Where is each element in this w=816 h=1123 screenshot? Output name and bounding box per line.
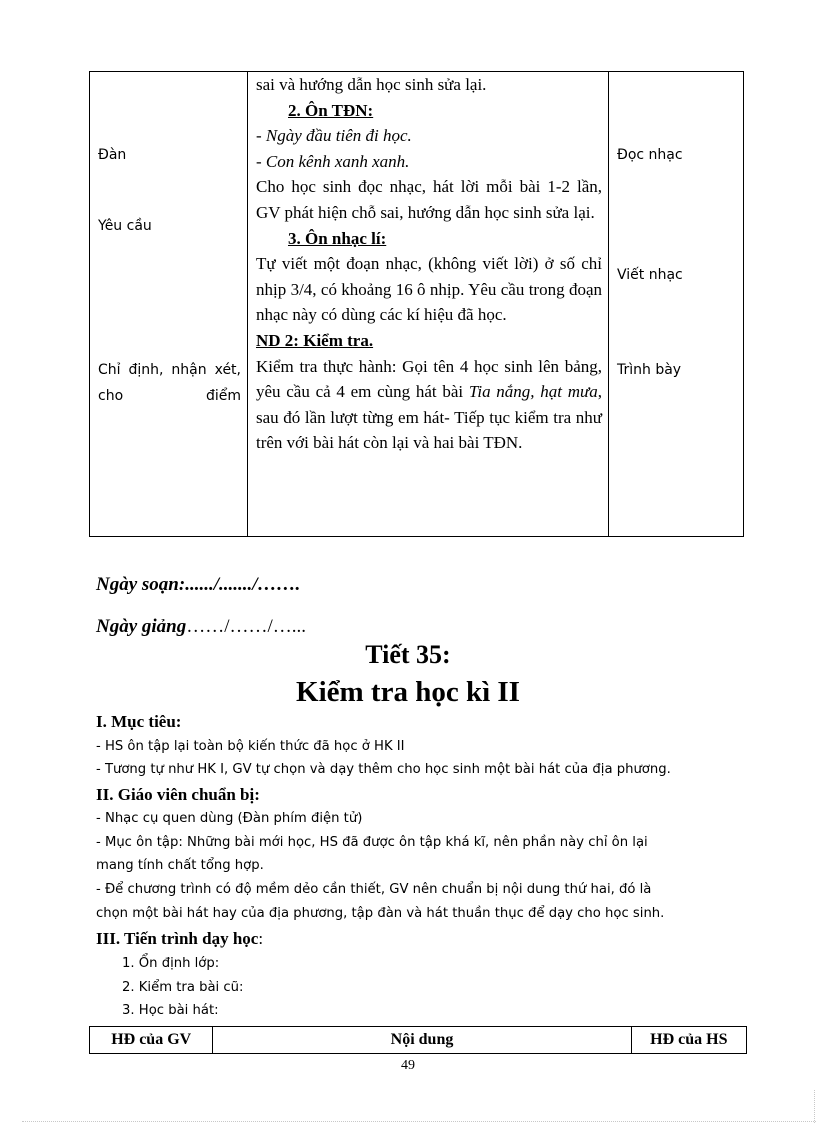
content-body — [256, 72, 602, 456]
song-title: Tia nắng, hạt mưa — [468, 382, 598, 402]
teacher-note-chi-dinh — [98, 357, 241, 409]
tien-trinh-step-1: 1. Ổn định lớp: — [122, 956, 220, 971]
tdn-instructions: Cho học sinh đọc nhạc, hát lời mỗi bài 1-2 lần, GV phát hiện chỗ sai, hướng dẫn học sinh sửa lại. — [256, 177, 602, 222]
muc-tieu-line-2: - Tương tự như HK I, GV tự chọn và dạy thêm cho học sinh một bài hát của địa phương. — [96, 762, 671, 777]
heading-on-tdn: 2. Ôn TĐN: — [288, 100, 374, 120]
page-title: Kiểm tra học kì II — [296, 676, 520, 708]
section-tien-trinh-heading — [96, 929, 263, 949]
chuan-bi-line-4: - Để chương trình có độ mềm dẻo cần thiết, GV nên chuẩn bị nội dung thứ hai, đó là — [96, 882, 652, 897]
kiem-tra-instructions — [256, 354, 602, 456]
page-number: 49 — [401, 1058, 415, 1073]
ngay-giang-label: Ngày giảng — [96, 616, 187, 637]
lesson-number: Tiết 35: — [365, 640, 451, 669]
chuan-bi-line-1: - Nhạc cụ quen dùng (Đàn phím điện tử) — [96, 811, 363, 826]
content-line-1: sai và hướng dẫn học sinh sửa lại. — [256, 75, 487, 94]
tdn-item-2: - Con kênh xanh xanh. — [256, 151, 410, 171]
kiem-tra-text-b: , sau đó lần lượt từng em hát- Tiếp tục kiểm tra như trên với bài hát còn lại và hai bài TĐN. — [256, 382, 602, 453]
lesson-activity-table — [89, 71, 744, 537]
teacher-activity-cell — [90, 72, 248, 537]
tien-trinh-step-3: 3. Học bài hát: — [122, 1003, 219, 1018]
header-hd-gv: HĐ của GV — [90, 1027, 213, 1054]
page-edge-right — [814, 1090, 815, 1123]
section-muc-tieu-heading: I. Mục tiêu: — [96, 712, 182, 731]
heading-kiem-tra: ND 2: Kiểm tra. — [256, 330, 374, 350]
section-chuan-bi-heading: II. Giáo viên chuẩn bị: — [96, 785, 260, 804]
page-edge-bottom — [22, 1121, 816, 1122]
ngay-giang-dots: ……/……/…... — [186, 616, 307, 637]
tdn-item-1: - Ngày đầu tiên đi học. — [256, 126, 412, 146]
activity-table-header — [89, 1026, 747, 1054]
ngay-soan-label: Ngày soạn: — [96, 574, 186, 595]
tien-trinh-heading-text: III. Tiến trình dạy học — [96, 929, 259, 948]
chuan-bi-line-5: chọn một bài hát hay của địa phương, tập đàn và hát thuần thục để dạy cho học sinh. — [96, 906, 665, 921]
teacher-note-dan: Đàn — [98, 147, 127, 163]
header-noi-dung: Nội dung — [213, 1027, 631, 1054]
nhac-li-instructions: Tự viết một đoạn nhạc, (không viết lời) ở số chỉ nhịp 3/4, có khoảng 16 ô nhịp. Yêu cầu trong đoạn nhạc này có dùng các kí hiệu đã học. — [256, 254, 602, 325]
heading-on-nhac-li: 3. Ôn nhạc lí: — [288, 228, 387, 248]
teacher-note-chi-dinh-text: Chỉ định, nhận xét, cho điểm — [98, 362, 241, 404]
tien-trinh-heading-colon: : — [258, 929, 264, 948]
ngay-soan-line — [96, 574, 300, 596]
student-note-doc-nhac: Đọc nhạc — [617, 147, 683, 163]
muc-tieu-line-1: - HS ôn tập lại toàn bộ kiến thức đã học ở HK II — [96, 739, 405, 754]
ngay-soan-dots: ....../......./……. — [185, 574, 301, 595]
content-cell — [248, 72, 609, 537]
teacher-note-yeu-cau: Yêu cầu — [98, 218, 152, 234]
chuan-bi-line-2: - Mục ôn tập: Những bài mới học, HS đã được ôn tập khá kĩ, nên phần này chỉ ôn lại — [96, 835, 648, 850]
ngay-giang-line — [96, 616, 306, 638]
student-note-trinh-bay: Trình bày — [617, 362, 682, 378]
chuan-bi-line-3: mang tính chất tổng hợp. — [96, 858, 264, 873]
header-hd-hs: HĐ của HS — [631, 1027, 746, 1054]
tien-trinh-step-2: 2. Kiểm tra bài cũ: — [122, 980, 244, 995]
student-note-viet-nhac: Viết nhạc — [617, 267, 683, 283]
student-activity-cell — [609, 72, 744, 537]
kiem-tra-text-a: Kiểm tra thực hành: Gọi tên 4 học sinh lên bảng, yêu cầu cả 4 em cùng hát bài — [256, 356, 602, 402]
